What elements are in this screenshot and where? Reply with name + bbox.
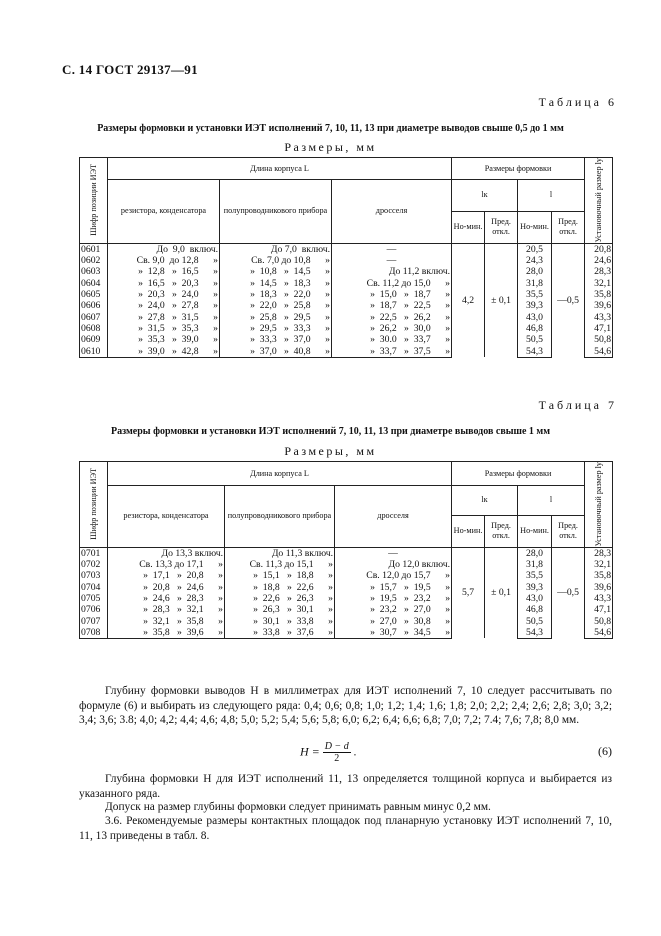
l-nom-cell: 35,5 <box>518 289 552 300</box>
nom-header: Но-мин. <box>452 211 485 243</box>
choke-cell: » 15,0 » 18,7 » <box>332 289 452 300</box>
resistor-cell: » 24,6 » 28,3 » <box>108 593 225 604</box>
l-nom-cell: 46,8 <box>518 323 552 334</box>
choke-cell: » 30,7 » 34,5 » <box>335 627 452 639</box>
semiconductor-cell: » 10,8 » 14,5 » <box>220 266 332 277</box>
table7-body <box>80 547 613 638</box>
table6-title: Размеры формовки и установки ИЭТ исполнений 7, 10, 11, 13 при диаметре выводов свыше 0,5 до 1 мм <box>97 123 564 134</box>
choke-cell: » 30.0 » 33,7 » <box>332 334 452 345</box>
resistor-cell: » 16,5 » 20,3 » <box>108 277 220 288</box>
table-row <box>80 334 613 345</box>
table6 <box>79 157 613 358</box>
table-row <box>80 559 613 570</box>
install-header: Установочный размер lу <box>585 158 613 244</box>
semiconductor-cell: » 14,5 » 18,3 » <box>220 277 332 288</box>
paragraph-depth-rule: Глубину формовки выводов H в миллиметрах для ИЭТ исполнений 7, 10 следует рассчитывать по формуле (6) и выбирать из следующего ряда: 0,4; 0,6; 0,8; 1,0; 1,2; 1,4; 1,6; 1,8; 2,0; 2,2; 2,4; 2,6; 2,8; 3,0; 3,2; 3,4; 3,6; 3.8; 4,0; 4,2; 4,4; 4,6; 4,8; 5,0; 5,2; 5,4; 5,6; 5,8; 6,0; 6,2; 6,4; 6,6; 6,8; 7,0; 7,2; 7.4; 7,6; 7,8; 8,0 мм. <box>79 685 612 727</box>
choke-cell: » 27,0 » 30,8 » <box>335 615 452 626</box>
resistor-header: резистора, конденсатора <box>108 486 225 548</box>
semiconductor-cell: » 22,0 » 25,8 » <box>220 300 332 311</box>
dev-header: Пред. откл. <box>552 515 585 547</box>
semiconductor-cell: Св. 11,3 до 15,1 » <box>225 559 335 570</box>
table-row <box>80 255 613 266</box>
code-cell: 0606 <box>80 300 108 311</box>
install-cell: 54,6 <box>585 346 613 358</box>
resistor-cell: » 27,8 » 31,5 » <box>108 311 220 322</box>
code-cell: 0704 <box>80 581 108 592</box>
l-nom-cell: 43,0 <box>518 311 552 322</box>
resistor-cell: » 31,5 » 35,3 » <box>108 323 220 334</box>
choke-cell: Св. 11,2 до 15,0 » <box>332 277 452 288</box>
formula-denominator: 2 <box>334 753 340 764</box>
choke-cell: До 12,0 включ. <box>335 559 452 570</box>
semiconductor-header: полупроводникового прибора <box>225 486 335 548</box>
table7-title: Размеры формовки и установки ИЭТ исполнений 7, 10, 11, 13 при диаметре выводов свыше 1 мм <box>110 426 551 437</box>
install-cell: 32,1 <box>585 277 613 288</box>
choke-cell: — <box>332 243 452 255</box>
l-nom-cell: 28,0 <box>518 266 552 277</box>
l-nom-cell: 39,3 <box>518 581 552 592</box>
code-cell: 0708 <box>80 627 108 639</box>
choke-header: дросселя <box>332 180 452 244</box>
semiconductor-cell: » 18,8 » 22,6 » <box>225 581 335 592</box>
table-row <box>80 570 613 581</box>
code-cell: 0707 <box>80 615 108 626</box>
formula-number: (6) <box>598 744 612 758</box>
table-row <box>80 627 613 639</box>
semiconductor-cell: » 22,6 » 26,3 » <box>225 593 335 604</box>
lk-dev-cell: ± 0,1 <box>485 243 518 357</box>
resistor-cell: » 35,8 » 39,6 » <box>108 627 225 639</box>
dev-header: Пред. откл. <box>552 211 585 243</box>
install-cell: 32,1 <box>585 559 613 570</box>
resistor-header: резистора, конденсатора <box>108 180 220 244</box>
resistor-cell: » 20,8 » 24,6 » <box>108 581 225 592</box>
install-cell: 39,6 <box>585 300 613 311</box>
semiconductor-cell: Св. 7,0 до 10,8 » <box>220 255 332 266</box>
choke-cell: — <box>335 547 452 559</box>
l-header: l <box>518 180 585 212</box>
table7-units: Размеры, мм <box>284 444 377 458</box>
code-cell: 0601 <box>80 243 108 255</box>
choke-cell: » 18,7 » 22,5 » <box>332 300 452 311</box>
formula-numerator: D − d <box>324 741 349 752</box>
install-cell: 50,8 <box>585 334 613 345</box>
install-cell: 47,1 <box>585 323 613 334</box>
code-cell: 0706 <box>80 604 108 615</box>
lk-nom-cell: 4,2 <box>452 243 485 357</box>
install-cell: 54,6 <box>585 627 613 639</box>
semiconductor-cell: До 11,3 включ. <box>225 547 335 559</box>
paragraph-depth-11-13: Глубина формовки H для ИЭТ исполнений 11, 13 определяется толщиной корпуса и выбирается из указанного ряда. <box>79 773 612 800</box>
install-cell: 35,8 <box>585 570 613 581</box>
forming-header: Размеры формовки <box>452 158 585 180</box>
install-cell: 28,3 <box>585 266 613 277</box>
install-header: Установочный размер lу <box>585 462 613 548</box>
choke-cell: — <box>332 255 452 266</box>
formula-fraction <box>323 741 351 764</box>
resistor-cell: До 13,3 включ. <box>108 547 225 559</box>
install-cell: 20,8 <box>585 243 613 255</box>
page-header: С. 14 ГОСТ 29137—91 <box>62 62 198 77</box>
semiconductor-cell: » 18,3 » 22,0 » <box>220 289 332 300</box>
l-nom-cell: 50,5 <box>518 615 552 626</box>
choke-cell: » 19,5 » 23,2 » <box>335 593 452 604</box>
table-row <box>80 266 613 277</box>
table6-body <box>80 243 613 357</box>
table7-label: Таблица 7 <box>538 398 617 412</box>
dev-header: Пред. откл. <box>485 211 518 243</box>
code-cell: 0605 <box>80 289 108 300</box>
table-row <box>80 581 613 592</box>
code-cell: 0602 <box>80 255 108 266</box>
choke-cell: До 11,2 включ. <box>332 266 452 277</box>
install-cell: 43,3 <box>585 311 613 322</box>
table-row <box>80 323 613 334</box>
l-nom-cell: 35,5 <box>518 570 552 581</box>
code-cell: 0608 <box>80 323 108 334</box>
nom-header: Но-мин. <box>452 515 485 547</box>
l-nom-cell: 31,8 <box>518 559 552 570</box>
install-cell: 50,8 <box>585 615 613 626</box>
resistor-cell: Св. 13,3 до 17,1 » <box>108 559 225 570</box>
table-row <box>80 547 613 559</box>
resistor-cell: Св. 9,0 до 12,8 » <box>108 255 220 266</box>
table-row <box>80 289 613 300</box>
resistor-cell: » 35,3 » 39,0 » <box>108 334 220 345</box>
semiconductor-cell: » 33,8 » 37,6 » <box>225 627 335 639</box>
paragraph-3-6: 3.6. Рекомендуемые размеры контактных площадок под планарную установку ИЭТ исполнений 7, 10, 11, 13 приведены в табл. 8. <box>79 815 612 842</box>
resistor-cell: » 28,3 » 32,1 » <box>108 604 225 615</box>
code-cell: 0702 <box>80 559 108 570</box>
l-nom-cell: 46,8 <box>518 604 552 615</box>
choke-cell: » 33,7 » 37,5 » <box>332 346 452 358</box>
table-row <box>80 615 613 626</box>
table-row <box>80 311 613 322</box>
choke-header: дросселя <box>335 486 452 548</box>
formula-lhs: H = <box>300 744 320 759</box>
l-dev-cell: —0,5 <box>552 547 585 638</box>
formula-6 <box>300 741 357 764</box>
choke-cell: » 15,7 » 19,5 » <box>335 581 452 592</box>
l-nom-cell: 39,3 <box>518 300 552 311</box>
semiconductor-cell: » 29,5 » 33,3 » <box>220 323 332 334</box>
table6-units: Размеры, мм <box>284 140 377 154</box>
l-nom-cell: 31,8 <box>518 277 552 288</box>
code-cell: 0701 <box>80 547 108 559</box>
l-nom-cell: 28,0 <box>518 547 552 559</box>
install-cell: 35,8 <box>585 289 613 300</box>
semiconductor-cell: » 25,8 » 29,5 » <box>220 311 332 322</box>
choke-cell: Св. 12,0 до 15,7 » <box>335 570 452 581</box>
choke-cell: » 26,2 » 30,0 » <box>332 323 452 334</box>
l-dev-cell: —0,5 <box>552 243 585 357</box>
nom-header: Но-мин. <box>518 515 552 547</box>
install-cell: 24,6 <box>585 255 613 266</box>
resistor-cell: » 20,3 » 24,0 » <box>108 289 220 300</box>
code-cell: 0603 <box>80 266 108 277</box>
semiconductor-cell: » 15,1 » 18,8 » <box>225 570 335 581</box>
install-cell: 47,1 <box>585 604 613 615</box>
semiconductor-cell: » 30,1 » 33,8 » <box>225 615 335 626</box>
table6-label: Таблица 6 <box>538 95 617 109</box>
resistor-cell: До 9,0 включ. <box>108 243 220 255</box>
resistor-cell: » 39,0 » 42,8 » <box>108 346 220 358</box>
lk-nom-cell: 5,7 <box>452 547 485 638</box>
lk-header: lк <box>452 486 518 516</box>
lk-header: lк <box>452 180 518 212</box>
nom-header: Но-мин. <box>518 211 552 243</box>
lk-dev-cell: ± 0,1 <box>485 547 518 638</box>
resistor-cell: » 17,1 » 20,8 » <box>108 570 225 581</box>
l-nom-cell: 20,5 <box>518 243 552 255</box>
l-nom-cell: 43,0 <box>518 593 552 604</box>
choke-cell: » 22,5 » 26,2 » <box>332 311 452 322</box>
code-cell: 0610 <box>80 346 108 358</box>
l-nom-cell: 24,3 <box>518 255 552 266</box>
paragraph-tolerance: Допуск на размер глубины формовки следует принимать равным минус 0,2 мм. <box>105 801 491 813</box>
code-cell: 0609 <box>80 334 108 345</box>
dev-header: Пред. откл. <box>485 515 518 547</box>
resistor-cell: » 32,1 » 35,8 » <box>108 615 225 626</box>
code-cell: 0604 <box>80 277 108 288</box>
code-header: Шифр позиции ИЭТ <box>80 462 108 548</box>
semiconductor-header: полупроводникового прибора <box>220 180 332 244</box>
l-nom-cell: 50,5 <box>518 334 552 345</box>
install-cell: 43,3 <box>585 593 613 604</box>
resistor-cell: » 24,0 » 27,8 » <box>108 300 220 311</box>
code-cell: 0703 <box>80 570 108 581</box>
semiconductor-cell: » 26,3 » 30,1 » <box>225 604 335 615</box>
semiconductor-cell: » 33,3 » 37,0 » <box>220 334 332 345</box>
install-cell: 39,6 <box>585 581 613 592</box>
install-cell: 28,3 <box>585 547 613 559</box>
forming-header: Размеры формовки <box>452 462 585 486</box>
table-row <box>80 604 613 615</box>
table-row <box>80 346 613 358</box>
formula-tail: . <box>353 744 357 759</box>
table-row <box>80 593 613 604</box>
length-header: Длина корпуса L <box>108 158 452 180</box>
length-header: Длина корпуса L <box>108 462 452 486</box>
code-cell: 0705 <box>80 593 108 604</box>
table-row <box>80 277 613 288</box>
choke-cell: » 23,2 » 27,0 » <box>335 604 452 615</box>
l-nom-cell: 54,3 <box>518 346 552 358</box>
resistor-cell: » 12,8 » 16,5 » <box>108 266 220 277</box>
code-header: Шифр позиции ИЭТ <box>80 158 108 244</box>
code-cell: 0607 <box>80 311 108 322</box>
semiconductor-cell: » 37,0 » 40,8 » <box>220 346 332 358</box>
l-nom-cell: 54,3 <box>518 627 552 639</box>
table-row <box>80 243 613 255</box>
semiconductor-cell: До 7,0 включ. <box>220 243 332 255</box>
table7 <box>79 461 613 639</box>
l-header: l <box>518 486 585 516</box>
table-row <box>80 300 613 311</box>
